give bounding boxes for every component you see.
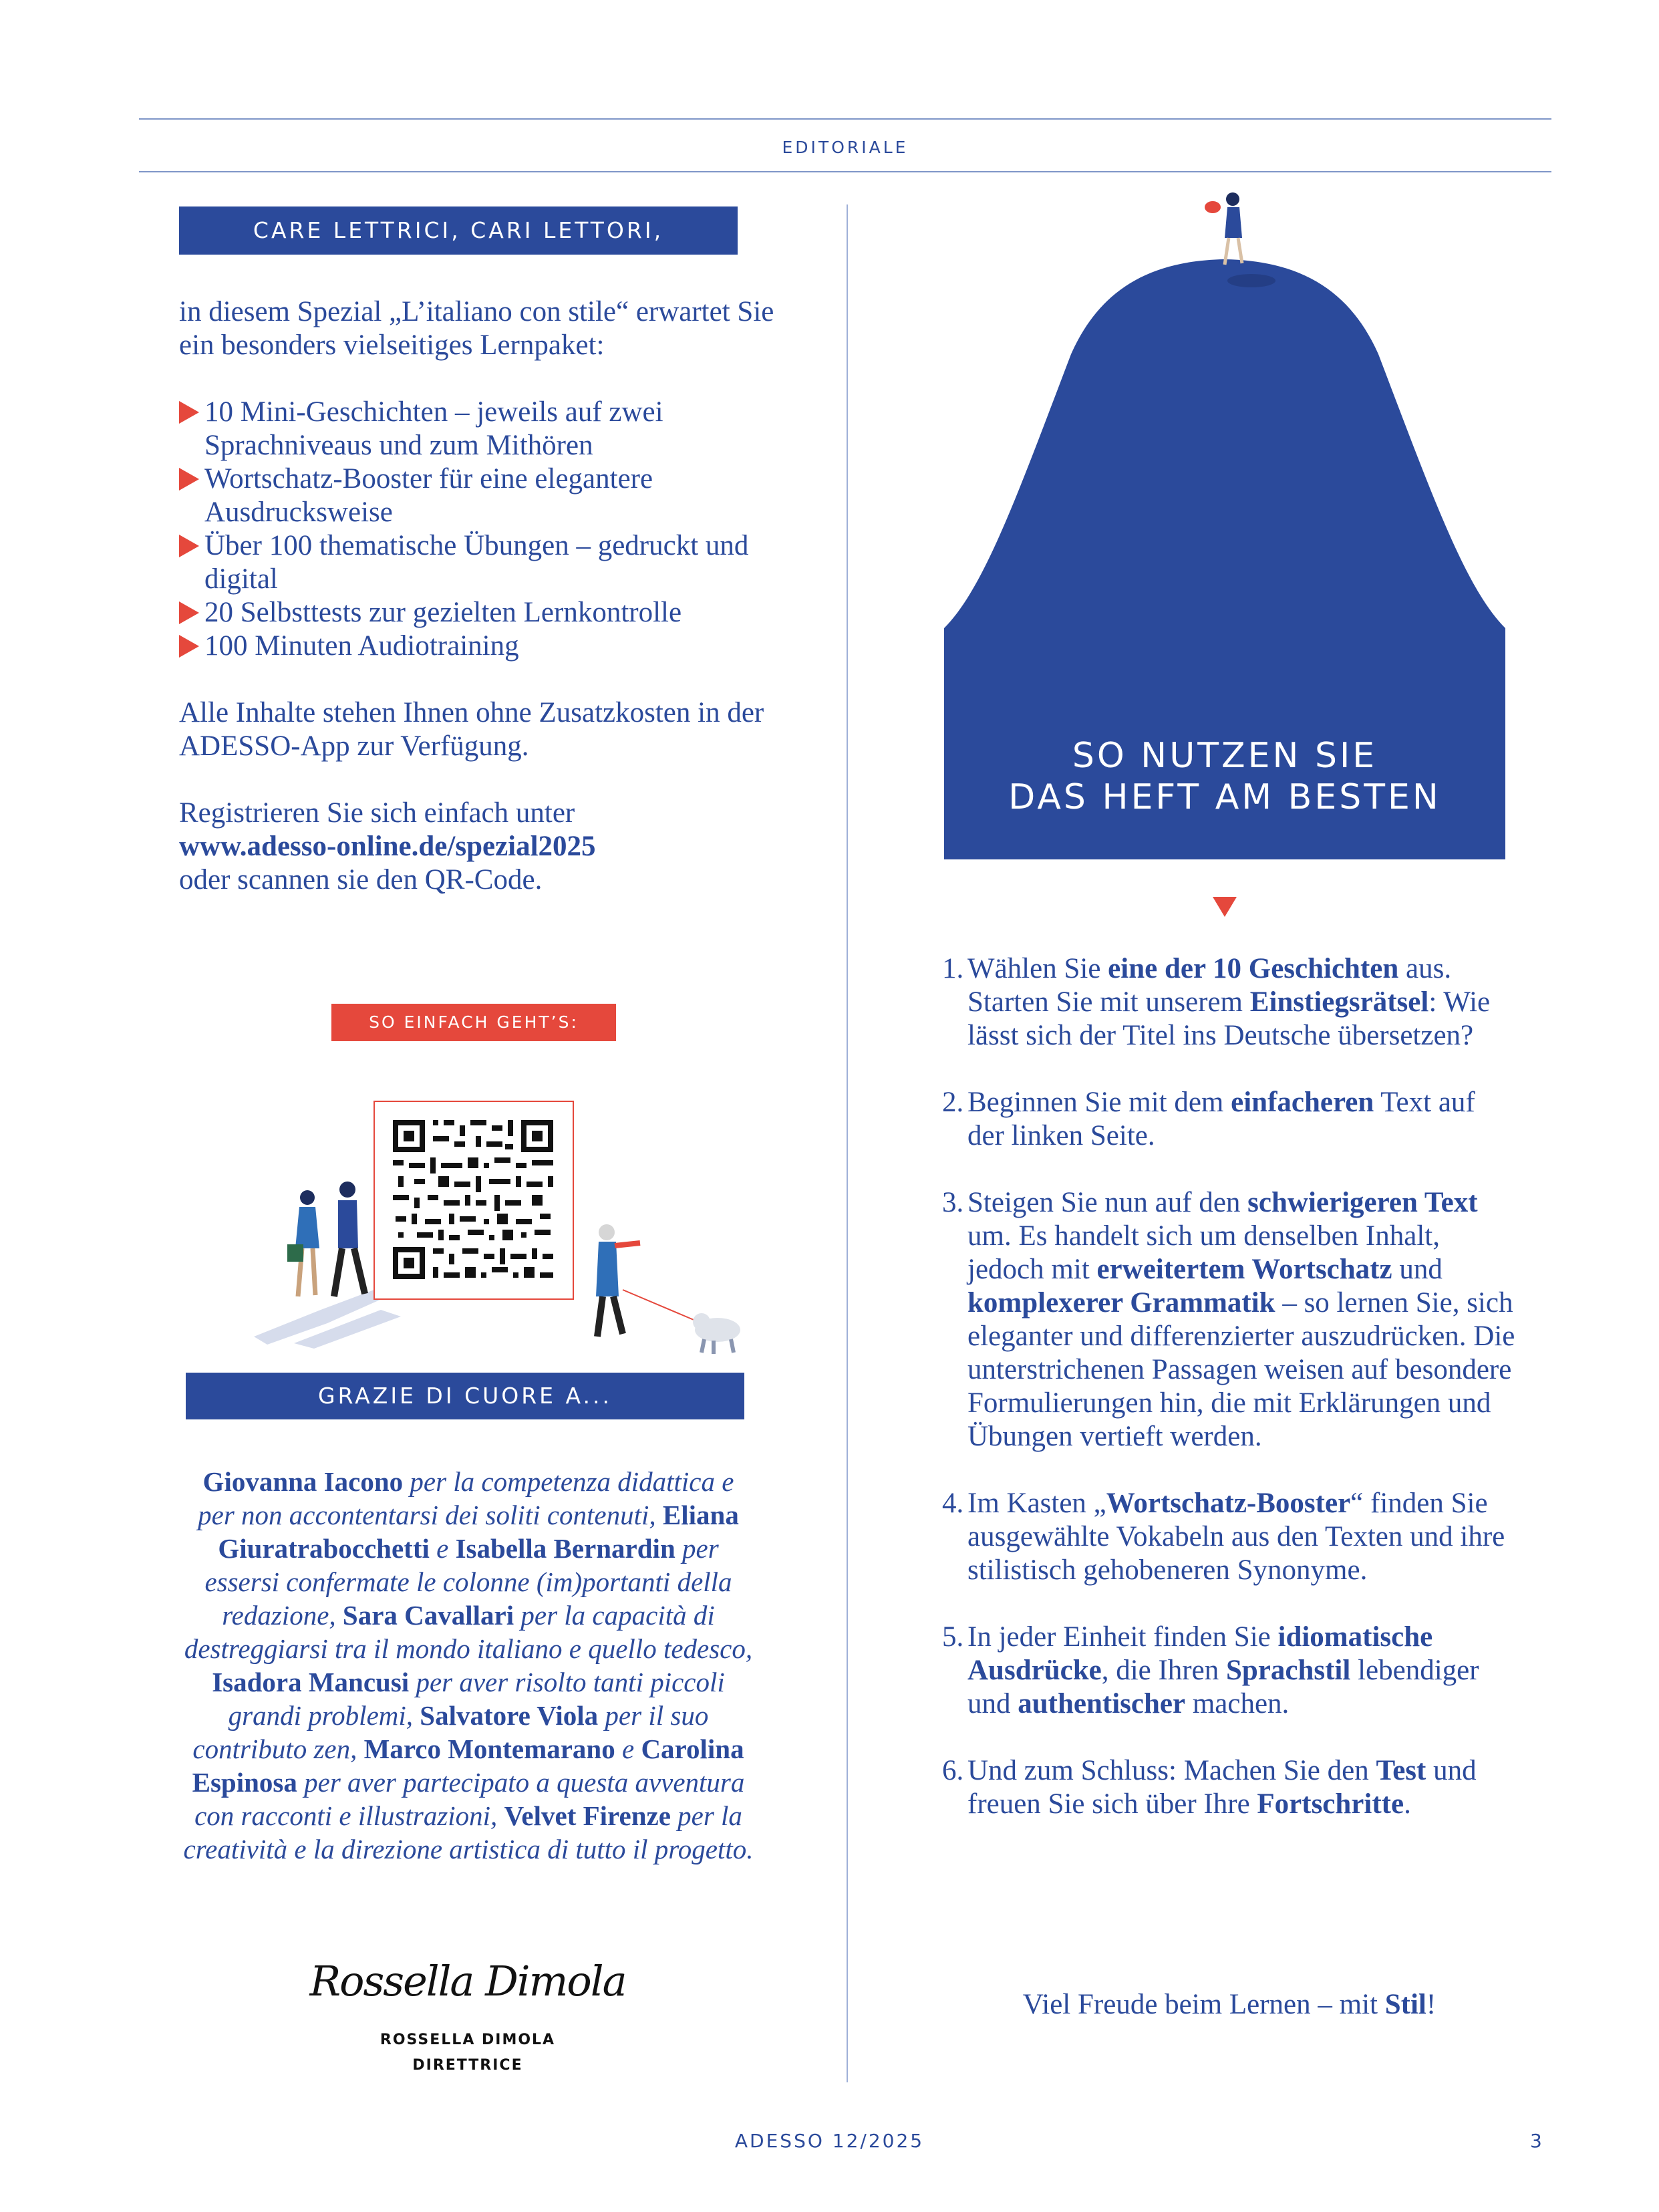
triangle-bullet-icon — [179, 535, 199, 557]
intro-block — [179, 295, 794, 930]
thanks-paragraph: Giovanna Iacono per la competenza didattica e per non accontentarsi dei soliti contenuti, Eliana Giuratrabocchetti e Isabella Bernardin per essersi confermate le colonne (im)portanti della redazione, Sara Cavallari per la capacità di destreggiarsi tra il mondo italiano e quello tedesco, Isadora Mancusi per aver risolto tanti piccoli grandi problemi, Salvatore Viola per il suo contributo zen, Marco Montemarano e Carolina Espinosa per aver partecipato a questa avventura con racconti e illustrazioni, Velvet Firenze per la creatività e la direzione artistica di tutto il progetto. — [183, 1466, 754, 1864]
closing-line: Viel Freude beim Lernen – mit Stil! — [1022, 1989, 1437, 2020]
step-text: Steigen Sie nun auf den schwierigeren Text um. Es handelt sich um denselben Inhalt, jedoch mit erweitertem Wortschatz und komplexerer Grammatik – so lernen Sie, sich eleganter und differenzierter auszudrücken. Die unterstrichenen Passagen weisen auf besondere Formulierungen hin, die mit Erklärungen und Übungen vertieft werden. — [967, 1187, 1515, 1452]
qr-illustration — [241, 1096, 748, 1377]
step-text: Beginnen Sie mit dem einfacheren Text auf der linken Seite. — [967, 1087, 1475, 1151]
signature: Rossella Dimola — [309, 1957, 626, 2006]
step-item: 6. Und zum Schluss: Machen Sie den Test und freuen Sie sich über Ihre Fortschritte. — [942, 1755, 1477, 1820]
step-item: 5. In jeder Einheit finden Sie idiomatische Ausdrücke, die Ihren Sprachstil lebendiger und authentischer machen. — [942, 1621, 1479, 1719]
step-text: Im Kasten „Wortschatz-Booster“ finden Sie ausgewählte Vokabeln aus den Texten und ihre stilistisch gehobeneren Synonyme. — [967, 1488, 1505, 1586]
greeting-heading: CARE LETTRICI, CARI LETTORI, — [179, 206, 738, 255]
column-divider — [847, 204, 848, 2082]
register-link[interactable]: www.adesso-online.de/spezial2025 — [179, 831, 596, 862]
down-triangle-icon — [1213, 897, 1237, 917]
list-item: 10 Mini-Geschichten – jeweils auf zwei Sprachniveaus und zum Mithören — [179, 396, 794, 462]
usage-title — [944, 735, 1505, 818]
thanks-heading: GRAZIE DI CUORE A... — [186, 1373, 744, 1419]
header-rule-top — [139, 118, 1551, 120]
usage-title-line2: DAS HEFT AM BESTEN — [1008, 777, 1441, 817]
header-rule-bottom — [139, 171, 1551, 172]
usage-steps — [942, 952, 1517, 1854]
step-item: 3. Steigen Sie nun auf den schwierigeren Text um. Es handelt sich um denselben Inhalt, jedoch mit erweitertem Wortschatz und komplexerer Grammatik – so lernen Sie, sich eleganter und differenzierter auszudrücken. Die unterstrichenen Passagen weisen auf besondere Formulierungen hin, die mit Erklärungen und Übungen vertieft werden. — [942, 1187, 1515, 1452]
triangle-bullet-icon — [179, 468, 199, 491]
feature-list — [179, 396, 794, 663]
list-item: Wortschatz-Booster für eine elegantere Ausdrucksweise — [179, 462, 794, 529]
how-it-works-label: SO EINFACH GEHT’S: — [331, 1004, 616, 1041]
step-text: Und zum Schluss: Machen Sie den Test und freuen Sie sich über Ihre Fortschritte. — [967, 1755, 1477, 1820]
man-walking-dog-illustration — [596, 1224, 740, 1354]
list-item: 20 Selbsttests zur gezielten Lernkontrolle — [179, 596, 794, 630]
signer-role: DIRETTRICE — [412, 2057, 523, 2074]
section-label: EDITORIALE — [782, 138, 909, 157]
step-item: 4. Im Kasten „Wortschatz-Booster“ finden Sie ausgewählte Vokabeln aus den Texten und ihre stilistisch gehobeneren Synonyme. — [942, 1488, 1505, 1586]
register-text: Registrieren Sie sich einfach unter — [179, 797, 575, 829]
register-block — [179, 797, 794, 897]
triangle-bullet-icon — [179, 635, 199, 658]
register-suffix: oder scannen sie den QR-Code. — [179, 864, 543, 895]
footer-issue: ADESSO 12/2025 — [734, 2130, 925, 2152]
intro-text: in diesem Spezial „L’italiano con stile“ erwartet Sie ein besonders vielseitiges Lernpaket: — [179, 296, 774, 361]
step-item: 1. Wählen Sie eine der 10 Geschichten aus. Starten Sie mit unserem Einstiegsrätsel: Wie lässt sich der Titel ins Deutsche übersetzen? — [942, 953, 1491, 1051]
step-text: Wählen Sie eine der 10 Geschichten aus. Starten Sie mit unserem Einstiegsrätsel: Wie lässt sich der Titel ins Deutsche übersetzen? — [967, 953, 1491, 1051]
app-text: Alle Inhalte stehen Ihnen ohne Zusatzkosten in der ADESSO-App zur Verfügung. — [179, 697, 764, 762]
walking-couple-illustration — [287, 1182, 365, 1296]
step-text: In jeder Einheit finden Sie idiomatische Ausdrücke, die Ihren Sprachstil lebendiger und authentischer machen. — [967, 1621, 1479, 1719]
list-item: Über 100 thematische Übungen – gedruckt und digital — [179, 529, 794, 596]
triangle-bullet-icon — [179, 401, 199, 424]
triangle-bullet-icon — [179, 601, 199, 624]
step-item: 2. Beginnen Sie mit dem einfacheren Text auf der linken Seite. — [942, 1087, 1475, 1151]
list-item: 100 Minuten Audiotraining — [179, 630, 794, 663]
page-number: 3 — [1530, 2130, 1542, 2152]
usage-title-line1: SO NUTZEN SIE — [1072, 736, 1378, 776]
signer-name: ROSSELLA DIMOLA — [380, 2032, 556, 2048]
